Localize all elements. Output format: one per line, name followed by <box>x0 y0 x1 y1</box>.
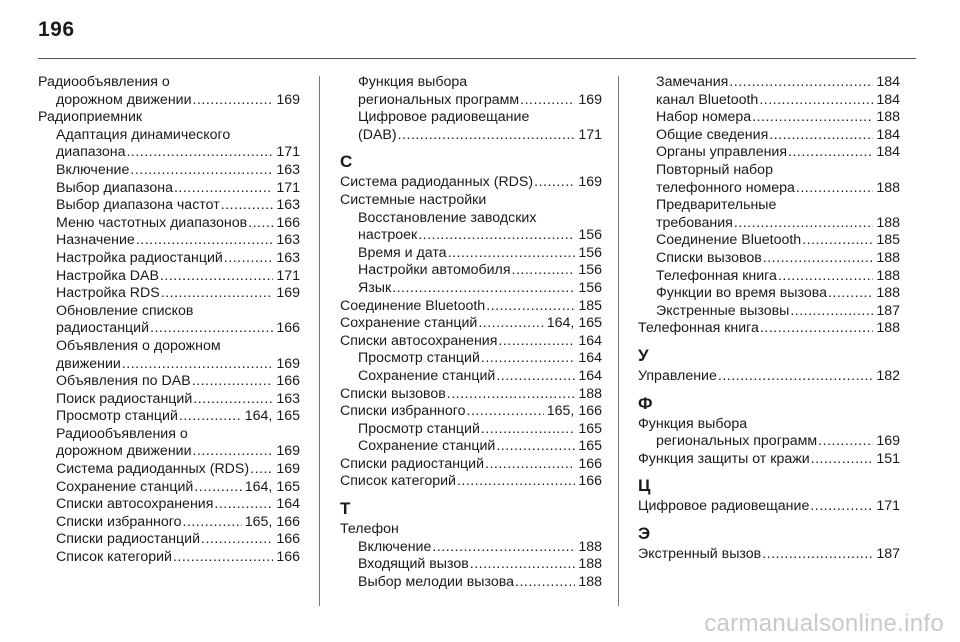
dot-leader <box>828 285 873 303</box>
index-entry <box>638 498 900 516</box>
dot-leader <box>392 280 575 298</box>
index-entry-text: Система радиоданных (RDS) <box>56 461 250 478</box>
index-page-ref: 184 <box>876 126 900 143</box>
index-entry-text: региональных программ <box>656 433 818 450</box>
index-entry-text: Списки избранного <box>340 403 466 420</box>
index-page-ref: 187 <box>876 302 900 319</box>
index-entry <box>38 338 300 356</box>
index-page-ref: 166 <box>578 473 602 490</box>
index-entry <box>638 303 900 321</box>
index-page-ref: 169 <box>276 355 300 372</box>
index-page-ref: 188 <box>876 109 900 126</box>
index-entry-text: Настройки автомобиля <box>358 262 511 279</box>
index-entry <box>38 391 300 409</box>
dot-leader <box>534 174 575 192</box>
index-entry-text: Система радиоданных (RDS) <box>340 174 534 191</box>
index-entry-text: Радиоприемник <box>38 109 143 126</box>
dot-leader <box>818 433 873 451</box>
dot-leader <box>398 127 576 145</box>
index-entry-text: Повторный набор <box>656 161 773 178</box>
index-page-ref: 171 <box>276 179 300 196</box>
index-page-ref: 171 <box>276 267 300 284</box>
index-entry <box>340 539 602 557</box>
watermark: carmanualsonline.info <box>704 610 944 637</box>
index-letter-heading: Ф <box>638 393 653 413</box>
index-page-ref: 163 <box>276 161 300 178</box>
dot-leader <box>248 215 273 233</box>
dot-leader <box>478 315 543 333</box>
dot-leader <box>201 531 273 549</box>
dot-leader <box>759 92 873 110</box>
index-entry <box>38 426 300 444</box>
index-entry-text: Настройка радиостанций <box>56 249 223 266</box>
index-entry-text: Списки радиостанций <box>56 531 201 548</box>
index-page-ref: 163 <box>276 232 300 249</box>
dot-leader <box>160 268 273 286</box>
index-entry-text: Выбор диапазона частот <box>56 197 220 214</box>
index-entry <box>638 215 900 233</box>
index-entry <box>38 127 300 145</box>
dot-leader <box>173 549 273 567</box>
index-entry <box>340 421 602 439</box>
index-entry-text: (DAB) <box>358 126 397 143</box>
dot-leader <box>193 92 274 110</box>
index-entry <box>340 298 602 316</box>
index-page-ref: 166 <box>276 214 300 231</box>
index-page-ref: 185 <box>578 297 602 314</box>
index-entry-text: Список категорий <box>340 473 456 490</box>
index-entry-text: Меню частотных диапазонов <box>56 214 248 231</box>
dot-leader <box>447 386 576 404</box>
index-page-ref: 166 <box>276 373 300 390</box>
index-entry-text: Сохранение станций <box>340 315 478 332</box>
dot-leader <box>796 180 873 198</box>
dot-leader <box>470 556 576 574</box>
index-entry-text: Списки вызовов <box>340 385 446 402</box>
index-entry-text: Цифровое радиовещание <box>358 109 530 126</box>
index-page-ref: 171 <box>876 498 900 515</box>
dot-leader <box>762 546 873 564</box>
index-entry-text: диапазона <box>56 144 126 161</box>
index-letter-heading: Ц <box>638 476 651 496</box>
dot-leader <box>457 473 575 491</box>
index-entry <box>38 514 300 532</box>
index-entry-text: Восстановление заводских <box>358 209 537 226</box>
index-entry-text: Обновление списков <box>56 302 194 319</box>
index-entry-text: Телефонная книга <box>638 320 759 337</box>
index-entry <box>340 574 602 592</box>
dot-leader <box>515 574 575 592</box>
index-entry <box>340 456 602 474</box>
dot-leader <box>448 245 576 263</box>
index-entry <box>340 210 602 228</box>
index-entry <box>638 546 900 564</box>
dot-leader <box>810 498 873 516</box>
index-entry <box>340 368 602 386</box>
index-entry-text: Списки избранного <box>56 513 182 530</box>
index-entry <box>340 74 602 92</box>
index-letter-heading: Э <box>638 523 651 543</box>
index-entry-text: Просмотр станций <box>358 420 480 437</box>
index-page-ref: 165, 166 <box>244 513 300 530</box>
index-entry <box>38 303 300 321</box>
index-entry <box>38 356 300 374</box>
index-entry-text: Сохранение станций <box>358 438 496 455</box>
index-entry <box>38 496 300 514</box>
index-entry-text: Цифровое радиовещание <box>638 498 810 515</box>
dot-leader <box>418 227 575 245</box>
index-entry <box>340 280 602 298</box>
dot-leader <box>224 250 274 268</box>
index-entry <box>340 192 602 210</box>
dot-leader <box>136 232 274 250</box>
index-page-ref: 188 <box>578 573 602 590</box>
index-page-ref: 188 <box>578 556 602 573</box>
index-page-ref: 184 <box>876 91 900 108</box>
index-entry-text: Списки вызовов <box>656 249 762 266</box>
column-divider <box>618 76 619 606</box>
index-entry-text: Список категорий <box>56 549 172 566</box>
index-entry-text: Настройка DAB <box>56 267 159 284</box>
dot-leader <box>192 373 274 391</box>
index-entry-text: Назначение <box>56 232 135 249</box>
dot-leader <box>179 408 242 426</box>
index-letter-heading: С <box>340 152 353 172</box>
index-entry <box>38 162 300 180</box>
index-entry <box>638 197 900 215</box>
index-entry <box>340 227 602 245</box>
index-entry <box>340 473 602 491</box>
index-entry <box>38 285 300 303</box>
index-entry <box>638 451 900 469</box>
index-page-ref: 156 <box>578 244 602 261</box>
dot-leader <box>760 320 873 338</box>
index-entry-text: Время и дата <box>358 244 447 261</box>
index-entry-text: Экстренный вызов <box>638 545 762 562</box>
index-entry <box>38 92 300 110</box>
dot-leader <box>193 443 274 461</box>
header-rule <box>38 58 916 59</box>
index-entry <box>340 127 602 145</box>
dot-leader <box>496 368 575 386</box>
column-divider <box>319 76 320 606</box>
index-entry-text: Экстренные вызовы <box>656 302 790 319</box>
index-page-ref: 169 <box>276 443 300 460</box>
index-page-ref: 169 <box>276 91 300 108</box>
index-page-ref: 188 <box>876 249 900 266</box>
index-entry-text: радиостанций <box>56 320 150 337</box>
index-entry-text: Адаптация динамического <box>56 126 231 143</box>
index-entry <box>340 109 602 127</box>
index-entry <box>38 180 300 198</box>
dot-leader <box>161 285 274 303</box>
index-page-ref: 164, 165 <box>546 315 602 332</box>
index-page-ref: 165 <box>578 420 602 437</box>
dot-leader <box>802 232 873 250</box>
index-page-ref: 164 <box>578 332 602 349</box>
dot-leader <box>150 320 273 338</box>
index-entry <box>638 74 900 92</box>
index-entry-text: Соединение Bluetooth <box>656 232 802 249</box>
dot-leader <box>520 92 575 110</box>
index-entry <box>38 479 300 497</box>
index-entry <box>340 521 602 539</box>
index-page-ref: 171 <box>578 126 602 143</box>
index-page-ref: 188 <box>876 285 900 302</box>
dot-leader <box>130 162 273 180</box>
index-entry-text: Телефонная книга <box>656 267 777 284</box>
index-entry <box>638 320 900 338</box>
index-entry-text: Списки радиостанций <box>340 455 485 472</box>
index-entry-text: Общие сведения <box>656 126 769 143</box>
index-page-ref: 164, 165 <box>244 478 300 495</box>
index-page-ref: 188 <box>578 538 602 555</box>
index-entry <box>38 373 300 391</box>
dot-leader <box>790 303 873 321</box>
index-page-ref: 156 <box>578 262 602 279</box>
dot-leader <box>778 268 873 286</box>
index-entry-text: Телефон <box>340 521 399 538</box>
index-entry <box>340 245 602 263</box>
index-entry-text: Управление <box>638 367 717 384</box>
dot-leader <box>432 539 575 557</box>
index-entry <box>638 268 900 286</box>
dot-leader <box>122 356 274 374</box>
index-page-ref: 166 <box>276 531 300 548</box>
dot-leader <box>214 496 273 514</box>
index-page-ref: 187 <box>876 545 900 562</box>
index-entry <box>638 109 900 127</box>
dot-leader <box>512 262 576 280</box>
dot-leader <box>183 514 242 532</box>
index-entry-text: региональных программ <box>358 91 520 108</box>
index-entry <box>340 315 602 333</box>
index-entry-text: Поиск радиостанций <box>56 390 193 407</box>
index-page-ref: 163 <box>276 390 300 407</box>
index-entry <box>638 92 900 110</box>
index-letter-heading: У <box>638 345 649 365</box>
index-column-3 <box>638 74 900 563</box>
index-entry-text: Настройка RDS <box>56 285 160 302</box>
index-page-ref: 171 <box>276 144 300 161</box>
dot-leader <box>769 127 873 145</box>
index-page-ref: 184 <box>876 144 900 161</box>
index-entry <box>638 250 900 268</box>
dot-leader <box>481 350 575 368</box>
index-page-ref: 182 <box>876 367 900 384</box>
index-page-ref: 165 <box>578 438 602 455</box>
index-entry <box>340 438 602 456</box>
index-entry <box>38 215 300 233</box>
index-page-ref: 185 <box>876 232 900 249</box>
index-page-ref: 166 <box>578 455 602 472</box>
index-entry-text: Замечания <box>656 74 729 90</box>
index-page-ref: 165, 166 <box>546 403 602 420</box>
index-entry-text: Соединение Bluetooth <box>340 297 486 314</box>
dot-leader <box>485 456 575 474</box>
dot-leader <box>250 461 273 479</box>
index-page-ref: 151 <box>876 450 900 467</box>
index-entry-text: Системные настройки <box>340 191 487 208</box>
index-entry-text: Выбор диапазона <box>56 179 173 196</box>
index-entry <box>638 180 900 198</box>
index-entry-text: Радиообъявления о <box>56 425 188 442</box>
index-page-ref: 164 <box>276 496 300 513</box>
index-entry-text: Сохранение станций <box>56 478 194 495</box>
index-entry-text: Функции во время вызова <box>656 285 827 302</box>
index-entry-text: Функция выбора <box>638 415 748 432</box>
dot-leader <box>126 144 273 162</box>
dot-leader <box>174 180 273 198</box>
index-page-ref: 169 <box>578 91 602 108</box>
index-entry-text: Включение <box>56 161 130 178</box>
index-entry-text: Объявления по DAB <box>56 373 191 390</box>
index-entry-text: Предварительные <box>656 197 777 214</box>
index-column-2 <box>340 74 602 591</box>
dot-leader <box>467 403 544 421</box>
index-page-ref: 166 <box>276 549 300 566</box>
index-entry <box>340 556 602 574</box>
index-page-ref: 188 <box>876 179 900 196</box>
index-page-ref: 164 <box>578 350 602 367</box>
index-entry-text: дорожном движении <box>56 91 192 108</box>
index-entry-text: требования <box>656 214 733 231</box>
dot-leader <box>752 109 873 127</box>
dot-leader <box>763 250 874 268</box>
index-entry-text: Набор номера <box>656 109 752 126</box>
index-entry-text: дорожном движении <box>56 443 192 460</box>
index-page-ref: 188 <box>578 385 602 402</box>
index-entry <box>38 109 300 127</box>
index-entry <box>38 74 300 92</box>
dot-leader <box>496 438 575 456</box>
index-entry <box>38 197 300 215</box>
index-entry <box>340 333 602 351</box>
index-entry <box>38 250 300 268</box>
index-entry-text: Сохранение станций <box>358 367 496 384</box>
index-entry <box>340 262 602 280</box>
index-entry-text: Объявления о дорожном <box>56 337 221 354</box>
index-entry <box>340 386 602 404</box>
dot-leader <box>194 479 241 497</box>
dot-leader <box>734 215 873 233</box>
index-entry <box>38 320 300 338</box>
dot-leader <box>811 451 874 469</box>
index-page-ref: 169 <box>276 461 300 478</box>
index-page-ref: 188 <box>876 267 900 284</box>
dot-leader <box>718 368 873 386</box>
index-entry-text: Язык <box>358 279 392 296</box>
dot-leader <box>193 391 273 409</box>
index-entry <box>38 268 300 286</box>
index-page-ref: 169 <box>578 174 602 191</box>
index-column-1 <box>38 74 300 567</box>
dot-leader <box>788 144 873 162</box>
index-page-ref: 156 <box>578 227 602 244</box>
index-entry <box>340 403 602 421</box>
index-page-ref: 166 <box>276 320 300 337</box>
index-entry-text: Просмотр станций <box>56 408 178 425</box>
index-entry <box>38 144 300 162</box>
index-entry-text: Органы управления <box>656 144 788 161</box>
index-entry-text: настроек <box>358 227 418 244</box>
index-entry <box>38 443 300 461</box>
index-entry-text: Списки автосохранения <box>56 496 214 513</box>
index-entry-text: канал Bluetooth <box>656 91 759 108</box>
index-entry <box>638 127 900 145</box>
index-entry-text: Просмотр станций <box>358 350 480 367</box>
index-page-ref: 188 <box>876 320 900 337</box>
index-letter-heading: Т <box>340 499 351 519</box>
dot-leader <box>481 421 575 439</box>
dot-leader <box>498 333 575 351</box>
index-entry <box>638 416 900 434</box>
index-entry <box>638 433 900 451</box>
dot-leader <box>486 298 575 316</box>
index-page-ref: 169 <box>876 433 900 450</box>
index-entry <box>638 144 900 162</box>
index-page-ref: 164, 165 <box>244 408 300 425</box>
index-page-ref: 184 <box>876 74 900 90</box>
dot-leader <box>221 197 274 215</box>
index-entry <box>638 232 900 250</box>
index-entry-text: Списки автосохранения <box>340 332 498 349</box>
index-entry-text: Выбор мелодии вызова <box>358 573 515 590</box>
page-number: 196 <box>38 18 75 41</box>
index-page-ref: 163 <box>276 249 300 266</box>
index-entry-text: Функция выбора <box>358 74 468 90</box>
index-entry-text: Входящий вызов <box>358 556 469 573</box>
dot-leader <box>729 74 873 92</box>
index-entry <box>38 232 300 250</box>
index-entry <box>638 285 900 303</box>
index-entry <box>38 408 300 426</box>
index-entry <box>638 162 900 180</box>
index-entry-text: Функция защиты от кражи <box>638 450 810 467</box>
index-page-ref: 188 <box>876 214 900 231</box>
index-entry <box>38 549 300 567</box>
index-page-ref: 164 <box>578 367 602 384</box>
index-entry-text: Включение <box>358 538 432 555</box>
index-page-ref: 156 <box>578 279 602 296</box>
index-entry <box>340 350 602 368</box>
index-entry-text: Радиообъявления о <box>38 74 170 90</box>
index-page-ref: 169 <box>276 285 300 302</box>
index-entry-text: движении <box>56 355 121 372</box>
index-page-ref: 163 <box>276 197 300 214</box>
index-entry <box>638 368 900 386</box>
index-entry <box>340 174 602 192</box>
index-entry <box>340 92 602 110</box>
index-entry <box>38 531 300 549</box>
index-entry <box>38 461 300 479</box>
index-entry-text: телефонного номера <box>656 179 795 196</box>
